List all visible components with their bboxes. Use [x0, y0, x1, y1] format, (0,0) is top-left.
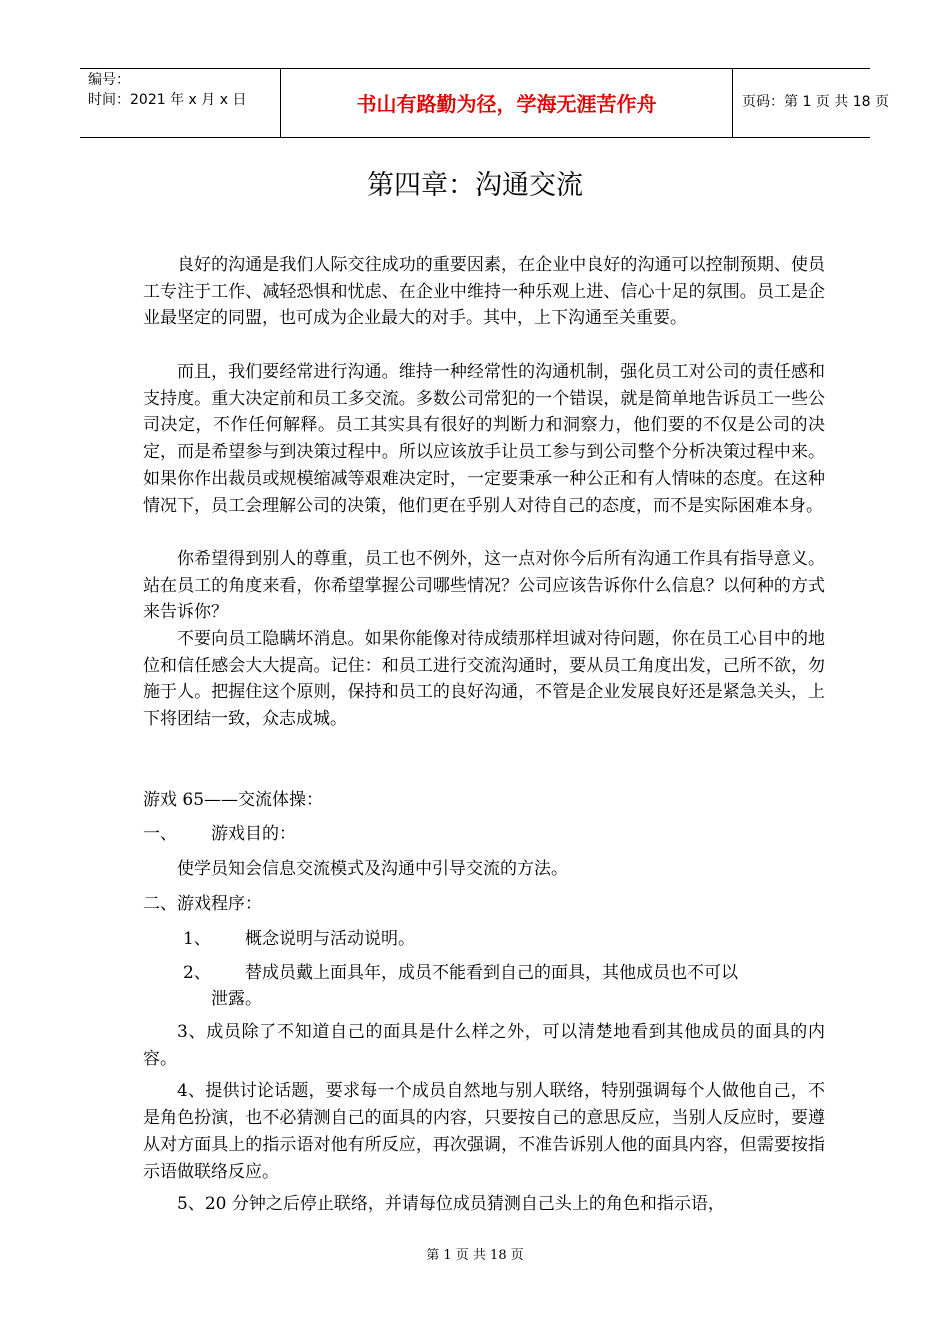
step-paragraph: 5、20 分钟之后停止联络，并请每位成员猜测自己头上的角色和指示语，: [177, 1194, 725, 1214]
step-number: 2、: [183, 963, 211, 983]
header-page-cell: [733, 69, 889, 137]
header-motto-cell: [280, 69, 733, 137]
header-table: [80, 68, 889, 138]
chapter-title: 第四章：沟通交流: [367, 170, 583, 201]
step-paragraph: 3、成员除了不知道自己的面具是什么样之外，可以清楚地看到其他成员的面具的内容。: [143, 1022, 825, 1069]
document-date-label: 时间：2021 年 x 月 x 日: [88, 92, 247, 108]
document-number-label: 编号：: [88, 72, 130, 88]
body-paragraph: 你希望得到别人的尊重，员工也不例外，这一点对你今后所有沟通工作具有指导意义。站在员工的角度来看，你希望掌握公司哪些情况？公司应该告诉你什么信息？以何种的方式来告诉你？: [143, 549, 825, 623]
section-number: 一、: [143, 824, 177, 844]
header-motto: 书山有路勤为径，学海无涯苦作舟: [356, 92, 657, 116]
step-text: 替成员戴上面具年，成员不能看到自己的面具，其他成员也不可以: [245, 963, 738, 983]
step-paragraph: 4、提供讨论话题，要求每一个成员自然地与别人联络，特别强调每个人做他自己，不是角色扮演，也不必猜测自己的面具的内容，只要按自己的意思反应，当别人反应时，要遵从对方面具上的指示语对他有所反应，再次强调，不准告诉别人他的面具内容，但需要按指示语做联络反应。: [143, 1081, 825, 1182]
page-footer: 第 1 页 共 18 页: [426, 1248, 524, 1263]
step-text: 概念说明与活动说明。: [245, 929, 415, 949]
section-heading: 游戏目的：: [211, 824, 296, 844]
body-paragraph: 而且，我们要经常进行沟通。维持一种经常性的沟通机制，强化员工对公司的责任感和支持度。重大决定前和员工多交流。多数公司常犯的一个错误，就是简单地告诉员工一些公司决定，不作任何解释。员工其实具有很好的判断力和洞察力，他们要的不仅是公司的决定，而是希望参与到决策过程中。所以应该放手让员工参与到公司整个分析决策过程中来。如果你作出裁员或规模缩减等艰难决定时，一定要秉承一种公正和有人情味的态度。在这种情况下，员工会理解公司的决策，他们更在乎别人对待自己的态度，而不是实际困难本身。: [143, 362, 825, 516]
header-page-info: 页码：第 1 页 共 18 页: [742, 94, 889, 110]
header-meta-cell: [80, 69, 280, 137]
game-purpose: 使学员知会信息交流模式及沟通中引导交流的方法。: [177, 859, 568, 879]
game-title: 游戏 65——交流体操：: [143, 790, 324, 810]
body-paragraph: 良好的沟通是我们人际交往成功的重要因素，在企业中良好的沟通可以控制预期、使员工专注于工作、减轻恐惧和忧虑、在企业中维持一种乐观上进、信心十足的氛围。员工是企业最坚定的同盟，也可成为企业最大的对手。其中，上下沟通至关重要。: [143, 255, 825, 329]
step-number: 1、: [183, 929, 211, 949]
body-paragraph: 不要向员工隐瞒坏消息。如果你能像对待成绩那样坦诚对待问题，你在员工心目中的地位和信任感会大大提高。记住：和员工进行交流沟通时，要从员工角度出发，己所不欲，勿施于人。把握住这个原则，保持和员工的良好沟通，不管是企业发展良好还是紧急关头，上下将团结一致，众志成城。: [143, 629, 825, 730]
step-text-continued: 泄露。: [211, 989, 262, 1009]
section-heading: 二、游戏程序：: [143, 894, 262, 914]
